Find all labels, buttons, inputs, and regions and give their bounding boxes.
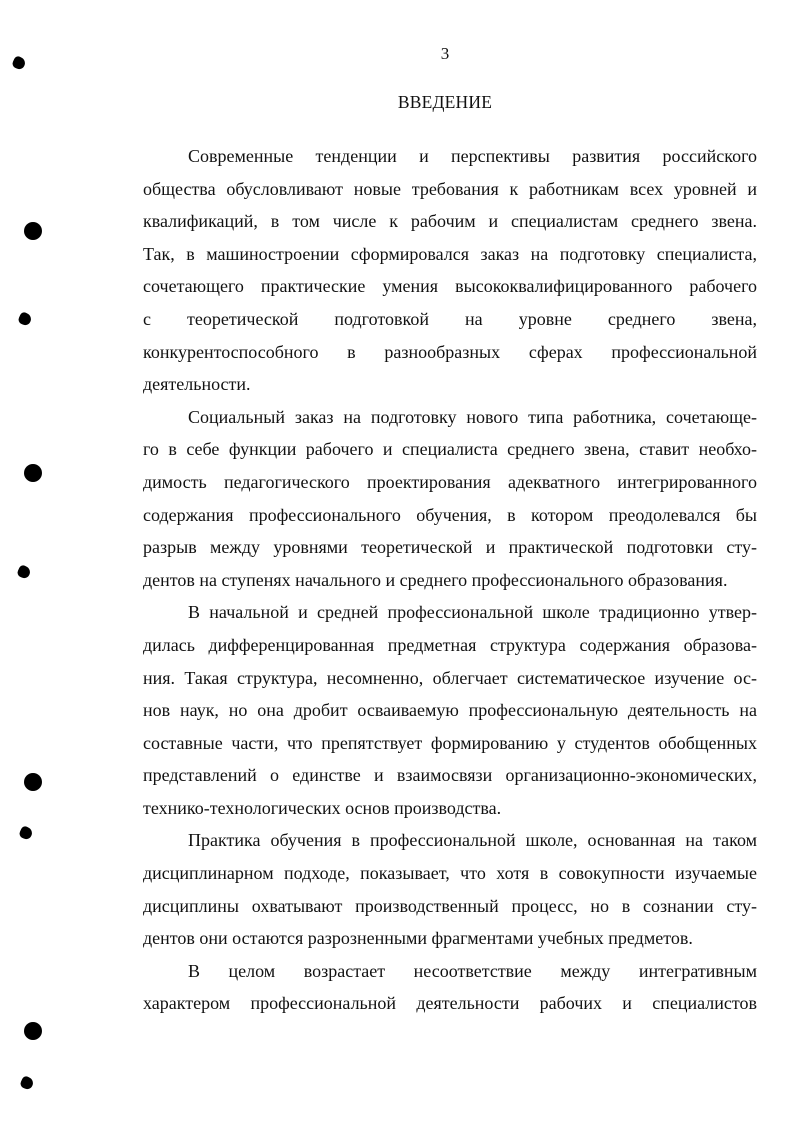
binder-mark (17, 311, 33, 327)
page-number: 3 (440, 44, 450, 63)
text-line: общества обусловливают новые требования к работникам всех уровней и (143, 178, 757, 199)
text-line: ния. Такая структура, несомненно, облегчает систематическое изучение ос- (143, 667, 757, 688)
text-line: составные части, что препятствует формированию у студентов обобщенных (143, 732, 757, 753)
text-line: го в себе функции рабочего и специалиста среднего звена, ставит необхо- (143, 439, 757, 460)
text-line: димость педагогического проектирования адекватного интегрированного (143, 471, 757, 492)
binder-hole (24, 464, 42, 482)
text-line: Так, в машиностроении сформировался заказ на подготовку специалиста, (143, 243, 757, 264)
text-line: содержания профессионального обучения, в котором преодолевался бы (143, 504, 757, 525)
section-heading: ВВЕДЕНИЕ (397, 92, 493, 112)
text-line: Социальный заказ на подготовку нового типа работника, сочетающе- (188, 406, 757, 427)
text-line: характером профессиональной деятельности рабочих и специалистов (143, 993, 757, 1014)
text-line: квалификаций, в том числе к рабочим и специалистам среднего звена. (143, 211, 757, 232)
text-line: нов наук, но она дробит осваиваемую профессиональную деятельность на (143, 700, 757, 721)
binder-hole (24, 1022, 42, 1040)
paragraph-4 (143, 824, 757, 954)
paragraph-3 (143, 596, 757, 824)
paragraph-1 (143, 140, 757, 401)
paragraph-2 (143, 401, 757, 597)
text-line: Практика обучения в профессиональной школе, основанная на таком (188, 830, 757, 851)
text-line: деятельности. (143, 374, 251, 395)
text-line: дисциплины охватывают производственный процесс, но в сознании сту- (143, 895, 757, 916)
text-line: разрыв между уровнями теоретической и практической подготовки сту- (143, 537, 757, 558)
paragraph-5 (143, 955, 757, 1020)
text-line: дилась дифференцированная предметная структура содержания образова- (143, 634, 757, 655)
text-line: представлений о единстве и взаимосвязи организационно-экономических, (143, 765, 757, 786)
text-line: В начальной и средней профессиональной школе традиционно утвер- (188, 602, 757, 623)
text-line: дентов на ступенях начального и среднего профессионального образования. (143, 569, 728, 590)
binder-mark (16, 564, 32, 580)
binder-hole (24, 773, 42, 791)
text-line: Современные тенденции и перспективы развития российского (188, 146, 757, 166)
text-line: технико-технологических основ производства. (143, 797, 502, 818)
text-line: В целом возрастает несоответствие между интегративным (188, 960, 757, 981)
binder-mark (18, 825, 34, 841)
text-line: с теоретической подготовкой на уровне среднего звена, (143, 308, 757, 329)
text-line: дентов они остаются разрозненными фрагментами учебных предметов. (143, 928, 693, 949)
text-line: сочетающего практические умения высококвалифицированного рабочего (143, 276, 757, 297)
text-line: конкурентоспособного в разнообразных сферах профессиональной (143, 341, 757, 362)
body-text (143, 140, 757, 1020)
binder-mark (19, 1075, 35, 1091)
text-line: дисциплинарном подходе, показывает, что хотя в совокупности изучаемые (143, 863, 757, 884)
binder-hole (24, 222, 42, 240)
